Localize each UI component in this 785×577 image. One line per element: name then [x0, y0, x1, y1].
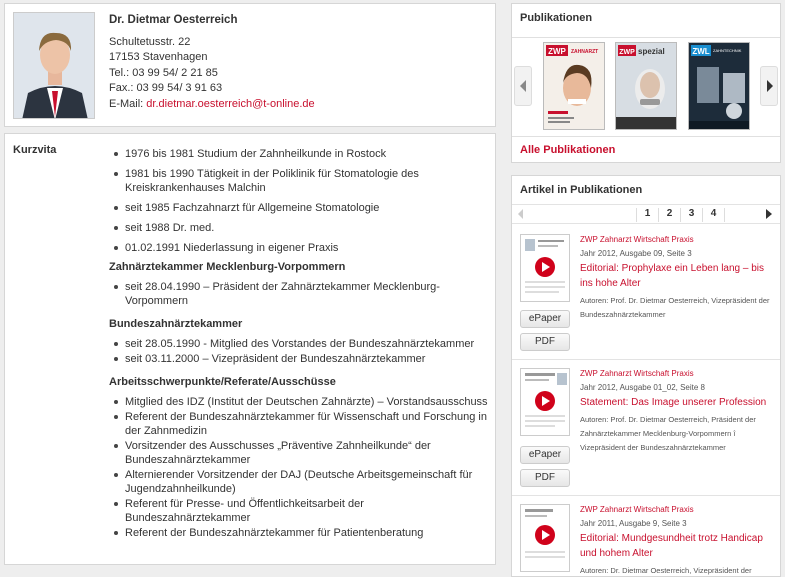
list-item: 1976 bis 1981 Studium der Zahnheilkunde in Rostock — [109, 147, 491, 161]
kurzvita-panel — [4, 133, 496, 565]
chevron-left-icon — [519, 80, 528, 92]
profile-phone: Tel.: 03 99 54/ 2 21 85 — [109, 66, 218, 79]
kurzvita-label: Kurzvita — [13, 144, 57, 156]
articles-title: Artikel in Publikationen — [520, 184, 643, 196]
article-title-link[interactable]: Editorial: Prophylaxe ein Leben lang – bis ins hohe Alter — [580, 263, 765, 289]
list-item: Referent für Presse- und Öffentlichkeitsarbeit der Bundeszahnärztekammer — [109, 497, 491, 525]
article-authors: Autoren: Dr. Dietmar Oesterreich, Vizepräsident der — [580, 566, 752, 575]
email-link[interactable]: dr.dietmar.oesterreich@t-online.de — [146, 97, 315, 110]
list-item: 01.02.1991 Niederlassung in eigener Praxis — [109, 241, 491, 255]
profile-photo — [13, 12, 95, 119]
list-item: seit 1985 Fachzahnarzt für Allgemeine Stomatologie — [109, 201, 491, 215]
list-item: seit 28.04.1990 – Präsident der Zahnärztekammer Mecklenburg-Vorpommern — [109, 280, 491, 308]
pdf-button[interactable]: PDF — [520, 469, 570, 487]
article-issue: Jahr 2012, Ausgabe 01_02, Seite 8 — [580, 383, 705, 392]
article-title-link[interactable]: Editorial: Mundgesundheit trotz Handicap und hohem Alter — [580, 533, 763, 559]
profile-name: Dr. Dietmar Oesterreich — [109, 14, 238, 26]
section-heading: Zahnärztekammer Mecklenburg-Vorpommern — [109, 261, 346, 273]
cover-logo: ZWP — [619, 49, 635, 56]
list-item: 1981 bis 1990 Tätigkeit in der Poliklinik für Stomatologie des Kreiskrankenhauses Malchin — [109, 167, 491, 195]
article-source: ZWP Zahnarzt Wirtschaft Praxis — [580, 235, 694, 244]
kurzvita-content — [109, 147, 491, 541]
pager-next-icon[interactable] — [766, 209, 772, 219]
list-item: Referent der Bundeszahnärztekammer für Wissenschaft und Forschung in der Zahnmedizin — [109, 410, 491, 438]
education-list — [109, 147, 491, 255]
bundeszahnaerztekammer-list — [109, 337, 491, 366]
article-issue: Jahr 2012, Ausgabe 09, Seite 3 — [580, 249, 692, 258]
zahnaerztekammer-list — [109, 280, 491, 308]
article-authors: Autoren: Prof. Dr. Dietmar Oesterreich, Präsident der Zahnärztekammer Mecklenburg-Vorpommern î Vizepräsident der Bundeszahnärztekammer — [580, 415, 756, 452]
list-item: seit 1988 Dr. med. — [109, 221, 491, 235]
section-heading: Bundeszahnärztekammer — [109, 318, 243, 330]
publication-cover[interactable] — [543, 42, 605, 130]
articles-panel — [511, 175, 781, 577]
article-thumbnail[interactable] — [520, 504, 570, 572]
pager-prev-icon[interactable] — [518, 209, 524, 219]
publications-panel — [511, 3, 781, 163]
pager-page-2[interactable]: 2 — [658, 208, 680, 222]
article-thumbnail[interactable] — [520, 234, 570, 302]
carousel-next-button[interactable] — [760, 66, 778, 106]
article-source: ZWP Zahnarzt Wirtschaft Praxis — [580, 505, 694, 514]
cover-sub: ZAHNTECHNIK — [713, 48, 742, 53]
profile-email-row — [109, 97, 315, 113]
pager-page-1[interactable]: 1 — [636, 208, 658, 222]
cover-logo: ZWP — [548, 47, 566, 56]
article-title-link[interactable]: Statement: Das Image unserer Profession — [580, 397, 767, 408]
articles-pager — [512, 204, 780, 224]
pager-spacer — [724, 208, 754, 222]
profile-street: Schultetusstr. 22 — [109, 35, 191, 48]
list-item: seit 28.05.1990 - Mitglied des Vorstandes der Bundeszahnärztekammer — [109, 337, 491, 351]
all-publications-link[interactable]: Alle Publikationen — [520, 144, 616, 156]
publications-title: Publikationen — [520, 12, 593, 24]
article-item — [512, 226, 780, 360]
publication-cover[interactable] — [615, 42, 677, 130]
chevron-right-icon — [765, 80, 774, 92]
profile-card — [4, 3, 496, 127]
cover-sub: spezial — [638, 47, 665, 56]
list-item: Referent der Bundeszahnärztekammer für Patientenberatung — [109, 526, 491, 540]
epaper-button[interactable]: ePaper — [520, 310, 570, 328]
email-label: E-Mail: — [109, 97, 144, 110]
article-item — [512, 496, 780, 577]
arbeitsschwerpunkte-list — [109, 395, 491, 540]
carousel-prev-button[interactable] — [514, 66, 532, 106]
pager-page-4[interactable]: 4 — [702, 208, 724, 222]
profile-city: 17153 Stavenhagen — [109, 51, 208, 63]
cover-sub: ZAHNARZT — [571, 49, 599, 55]
article-issue: Jahr 2011, Ausgabe 9, Seite 3 — [580, 519, 687, 528]
publication-cover[interactable] — [688, 42, 750, 130]
list-item: seit 03.11.2000 – Vizepräsident der Bundeszahnärztekammer — [109, 352, 491, 366]
publications-carousel — [512, 37, 780, 137]
cover-logo: ZWL — [692, 47, 710, 56]
article-thumbnail[interactable] — [520, 368, 570, 436]
profile-fax: Fax.: 03 99 54/ 3 91 63 — [109, 82, 223, 94]
pdf-button[interactable]: PDF — [520, 333, 570, 351]
section-heading: Arbeitsschwerpunkte/Referate/Ausschüsse — [109, 376, 336, 388]
list-item: Mitglied des IDZ (Institut der Deutschen Zahnärzte) – Vorstandsausschuss — [109, 395, 491, 409]
list-item: Vorsitzender des Ausschusses „Präventive Zahnheilkunde“ der Bundeszahnärztekammer — [109, 439, 491, 467]
article-authors: Autoren: Prof. Dr. Dietmar Oesterreich, Vizepräsident der Bundeszahnärztekammer — [580, 296, 770, 319]
list-item: Alternierender Vorsitzender der DAJ (Deutsche Arbeitsgemeinschaft für Jugendzahnheilkunde) — [109, 468, 491, 496]
article-source: ZWP Zahnarzt Wirtschaft Praxis — [580, 369, 694, 378]
article-item — [512, 360, 780, 496]
epaper-button[interactable]: ePaper — [520, 446, 570, 464]
pager-page-3[interactable]: 3 — [680, 208, 702, 222]
